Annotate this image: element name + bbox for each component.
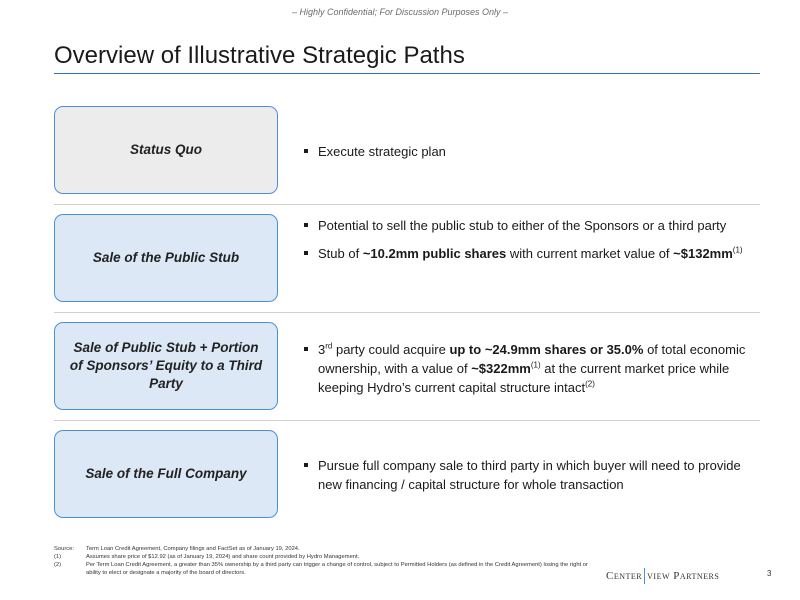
logo-divider	[644, 568, 645, 584]
path-label: Sale of Public Stub + Portion of Sponsors’ Equity to a Third Party	[69, 340, 263, 391]
footnote-2: (2) Per Term Loan Credit Agreement, a greater than 35% ownership by a third party can trigger a change of control, subject to Permitted Holders (as defined in the Credit Agreement) losing the right or ability to elect or designate a majority of the board of directors.	[54, 562, 588, 576]
footnote-1: (1) Assumes share price of $12.92 (as of January 19, 2024) and share count provided by Hydro Management.	[54, 554, 360, 560]
row-divider	[54, 420, 760, 421]
bullet-item: Pursue full company sale to third party in which buyer will need to provide new financing / capital structure for whole transaction	[304, 456, 754, 494]
centerview-logo: Center view Partners	[606, 570, 720, 582]
row-divider	[54, 204, 760, 205]
path-box-status-quo	[54, 106, 278, 194]
path-label: Status Quo	[129, 142, 202, 157]
confidentiality-banner: – Highly Confidential; For Discussion Purposes Only –	[291, 7, 509, 17]
path-bullets	[304, 142, 754, 170]
bullet-item: 3rd party could acquire up to ~24.9mm shares or 35.0% of total economic ownership, with a value of $\sim\$322mm^{(1)}$ at the current market price while keeping Hydro’s current capital structure intact$^{(2)}$	[304, 340, 754, 397]
page-number: 3	[767, 569, 772, 578]
path-box-sale-public-stub	[54, 214, 278, 302]
path-box-stub-plus-portion	[54, 322, 278, 410]
bullet-item: Stub of ~10.2mm public shares with current market value of $\sim\$132mm^{(1)}$	[304, 244, 754, 263]
title-divider	[54, 73, 760, 74]
footnote-source: Source: Term Loan Credit Agreement, Company filings and FactSet as of January 19, 2024.	[54, 546, 300, 552]
path-box-sale-full-company	[54, 430, 278, 518]
path-label: Sale of the Public Stub	[92, 250, 240, 265]
path-label: Sale of the Full Company	[85, 466, 247, 481]
page-title: Overview of Illustrative Strategic Paths	[54, 42, 465, 69]
path-bullets	[304, 216, 754, 272]
path-bullets	[304, 456, 754, 503]
path-bullets	[304, 340, 754, 406]
bullet-item: Execute strategic plan	[304, 142, 754, 161]
footnotes	[54, 545, 594, 577]
row-divider	[54, 312, 760, 313]
bullet-item: Potential to sell the public stub to either of the Sponsors or a third party	[304, 216, 754, 235]
